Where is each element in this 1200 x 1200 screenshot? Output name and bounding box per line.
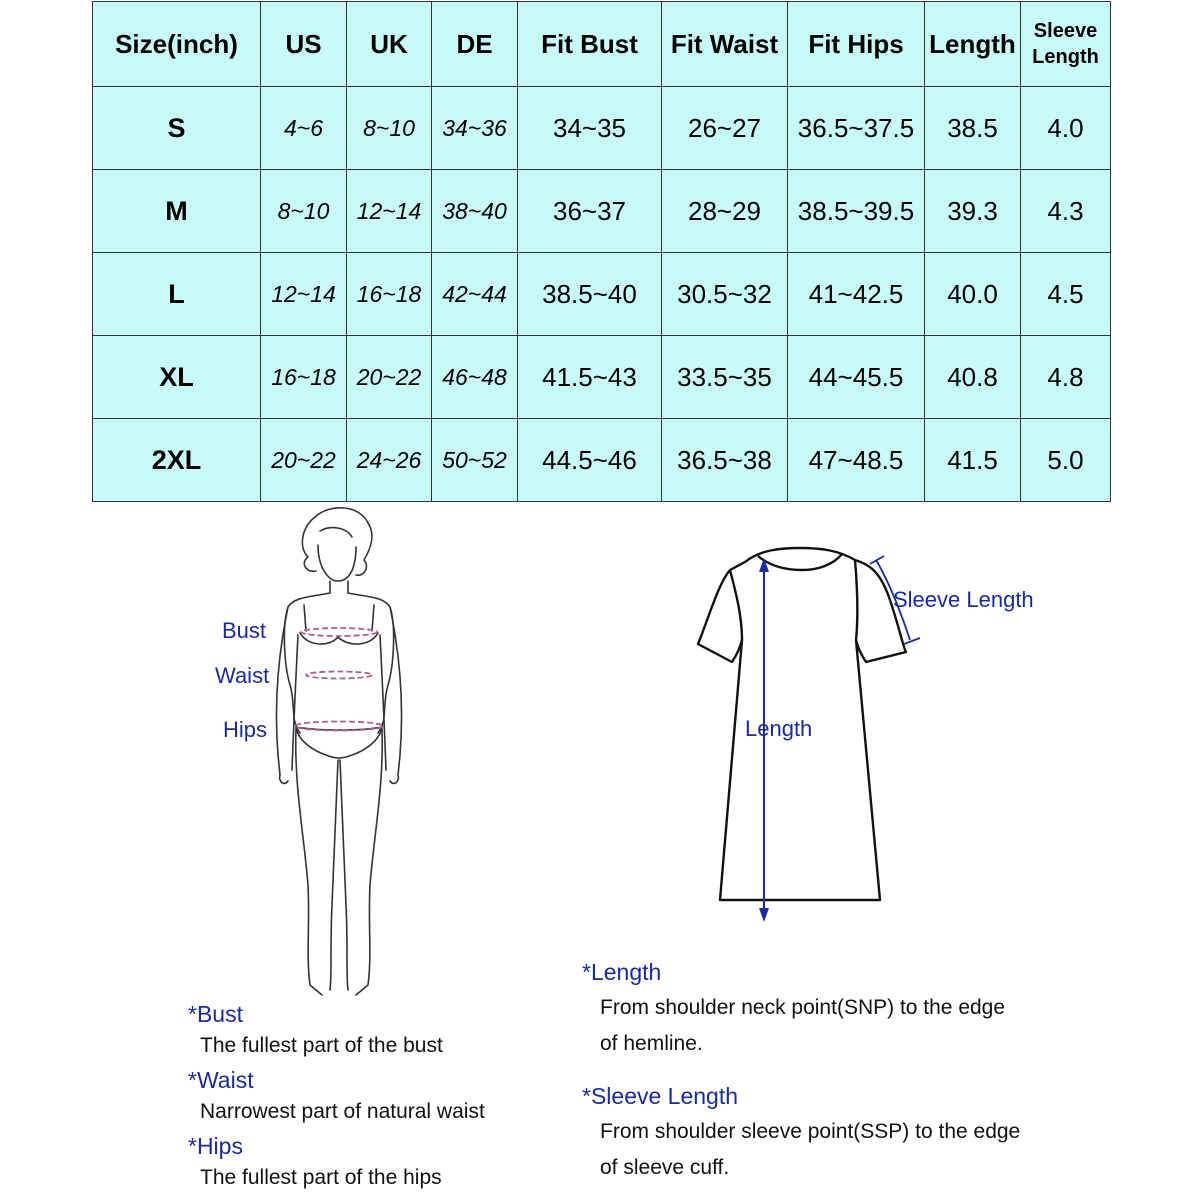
cell-sleeve: 4.8 [1021,336,1111,419]
table-header-row [93,2,1111,87]
note-sleeve-line2: of sleeve cuff. [600,1156,730,1179]
cell-de: 42~44 [432,253,518,336]
cell-length: 39.3 [925,170,1021,253]
note-length-line2: of hemline. [600,1032,703,1055]
cell-uk: 12~14 [347,170,432,253]
table-row [93,87,1111,170]
cell-us: 4~6 [261,87,347,170]
note-bust-text: The fullest part of the bust [200,1034,443,1057]
header-sleeve-line2: Length [1032,46,1099,68]
table-row [93,419,1111,502]
note-length-line1: From shoulder neck point(SNP) to the edge [600,996,1006,1019]
cell-size: L [93,253,261,336]
waist-label: Waist [215,663,270,688]
cell-de: 38~40 [432,170,518,253]
cell-length: 38.5 [925,87,1021,170]
cell-waist: 30.5~32 [662,253,788,336]
cell-de: 46~48 [432,336,518,419]
header-fit-waist: Fit Waist [662,2,788,87]
header-length: Length [925,2,1021,87]
note-length-title: *Length [582,959,662,985]
header-us: US [261,2,347,87]
table-row [93,170,1111,253]
bust-label: Bust [222,618,267,643]
cell-bust: 44.5~46 [518,419,662,502]
cell-uk: 20~22 [347,336,432,419]
note-hips-title: *Hips [188,1133,243,1159]
cell-size: S [93,87,261,170]
cell-bust: 34~35 [518,87,662,170]
table-row [93,253,1111,336]
header-fit-hips: Fit Hips [788,2,925,87]
note-bust-title: *Bust [188,1001,243,1027]
cell-sleeve: 4.0 [1021,87,1111,170]
cell-bust: 38.5~40 [518,253,662,336]
cell-de: 50~52 [432,419,518,502]
body-figure-illustration [260,505,420,1000]
header-uk: UK [347,2,432,87]
cell-hips: 38.5~39.5 [788,170,925,253]
cell-length: 41.5 [925,419,1021,502]
cell-hips: 44~45.5 [788,336,925,419]
sleeve-length-label: Sleeve Length [893,587,1034,612]
note-waist-title: *Waist [188,1067,254,1093]
cell-us: 20~22 [261,419,347,502]
table-row [93,336,1111,419]
cell-size: 2XL [93,419,261,502]
cell-hips: 47~48.5 [788,419,925,502]
cell-us: 16~18 [261,336,347,419]
cell-us: 8~10 [261,170,347,253]
cell-uk: 24~26 [347,419,432,502]
cell-us: 12~14 [261,253,347,336]
cell-waist: 36.5~38 [662,419,788,502]
size-chart-table [92,1,1111,502]
hips-label: Hips [223,717,268,742]
cell-sleeve: 5.0 [1021,419,1111,502]
cell-sleeve: 4.3 [1021,170,1111,253]
note-sleeve-line1: From shoulder sleeve point(SSP) to the edge [600,1120,1021,1143]
header-de: DE [432,2,518,87]
cell-length: 40.8 [925,336,1021,419]
header-sleeve-length [1021,2,1111,87]
header-fit-bust: Fit Bust [518,2,662,87]
cell-uk: 16~18 [347,253,432,336]
cell-bust: 41.5~43 [518,336,662,419]
cell-waist: 28~29 [662,170,788,253]
cell-size: XL [93,336,261,419]
note-hips-text: The fullest part of the hips [200,1166,442,1189]
cell-de: 34~36 [432,87,518,170]
cell-waist: 26~27 [662,87,788,170]
cell-sleeve: 4.5 [1021,253,1111,336]
length-label: Length [745,716,813,741]
cell-hips: 41~42.5 [788,253,925,336]
cell-uk: 8~10 [347,87,432,170]
cell-waist: 33.5~35 [662,336,788,419]
cell-bust: 36~37 [518,170,662,253]
note-sleeve-title: *Sleeve Length [582,1083,739,1109]
header-size: Size(inch) [93,2,261,87]
cell-size: M [93,170,261,253]
header-sleeve-line1: Sleeve [1033,20,1098,42]
cell-length: 40.0 [925,253,1021,336]
cell-hips: 36.5~37.5 [788,87,925,170]
note-waist-text: Narrowest part of natural waist [200,1100,485,1123]
